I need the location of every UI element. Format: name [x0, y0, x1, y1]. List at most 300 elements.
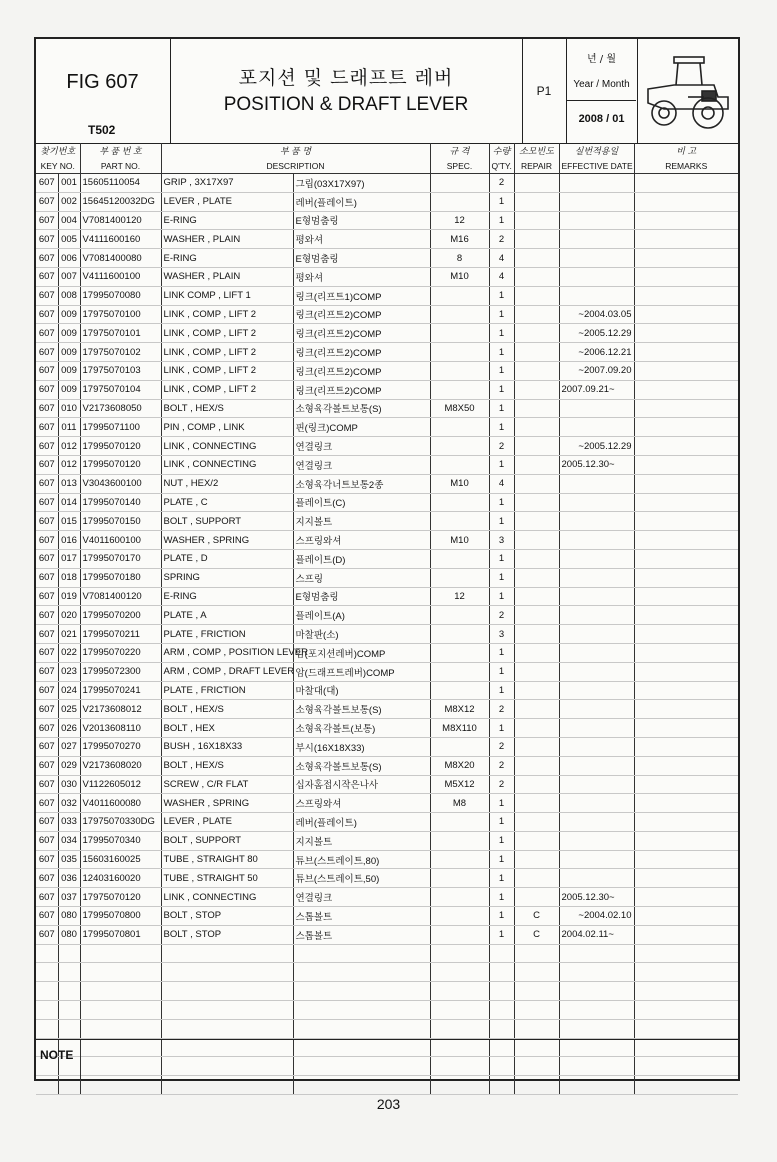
row-description: LINK , COMP , LIFT 2 — [161, 380, 293, 399]
row-effective-date — [559, 813, 634, 832]
row-key: 037 — [58, 888, 80, 907]
table-row — [36, 831, 738, 850]
row-qty: 1 — [489, 418, 514, 437]
row-qty: 2 — [489, 756, 514, 775]
row-qty: 1 — [489, 850, 514, 869]
row-remarks — [634, 606, 738, 625]
row-part-no: 17995070180 — [80, 568, 161, 587]
row-repair — [514, 324, 559, 343]
row-remarks — [634, 643, 738, 662]
row-spec: M5X12 — [430, 775, 489, 794]
note-label: NOTE — [40, 1048, 74, 1062]
row-korean-description: 지지볼트 — [293, 512, 430, 531]
row-korean-description: 연결링크 — [293, 888, 430, 907]
row-qty: 2 — [489, 174, 514, 193]
row-part-no: V3043600100 — [80, 474, 161, 493]
empty-cell — [430, 982, 489, 1001]
col-rem-ko: 비 고 — [676, 146, 697, 156]
row-korean-description: 평와셔 — [293, 267, 430, 286]
row-part-no: V4111600100 — [80, 267, 161, 286]
row-remarks — [634, 719, 738, 738]
row-korean-description: 스톱볼트 — [293, 925, 430, 944]
issue-date: 2008 / 01 — [578, 113, 625, 125]
row-remarks — [634, 211, 738, 230]
row-description: WASHER , PLAIN — [161, 230, 293, 249]
row-korean-description: 그립(03X17X97) — [293, 174, 430, 193]
row-korean-description: 튜브(스트레이트,50) — [293, 869, 430, 888]
row-key: 026 — [58, 719, 80, 738]
row-description: WASHER , SPRING — [161, 794, 293, 813]
empty-cell — [80, 1001, 161, 1020]
row-remarks — [634, 907, 738, 926]
row-qty: 1 — [489, 869, 514, 888]
row-fig: 607 — [36, 813, 58, 832]
row-qty: 1 — [489, 286, 514, 305]
row-qty: 4 — [489, 249, 514, 268]
row-korean-description: 평와셔 — [293, 230, 430, 249]
title-english: POSITION & DRAFT LEVER — [223, 94, 469, 115]
empty-cell — [293, 963, 430, 982]
row-effective-date — [559, 719, 634, 738]
table-row — [36, 230, 738, 249]
row-remarks — [634, 888, 738, 907]
row-korean-description: 플레이트(D) — [293, 549, 430, 568]
row-part-no: V4011600080 — [80, 794, 161, 813]
row-description: TUBE , STRAIGHT 50 — [161, 869, 293, 888]
row-fig: 607 — [36, 587, 58, 606]
row-repair — [514, 775, 559, 794]
row-key: 032 — [58, 794, 80, 813]
row-part-no: V2173608020 — [80, 756, 161, 775]
table-row — [36, 437, 738, 456]
row-part-no: 17995070120 — [80, 437, 161, 456]
row-qty: 1 — [489, 719, 514, 738]
empty-cell — [161, 963, 293, 982]
row-spec: M8X12 — [430, 700, 489, 719]
row-key: 010 — [58, 399, 80, 418]
row-spec: M8X110 — [430, 719, 489, 738]
row-korean-description: 튜브(스트레이트,80) — [293, 850, 430, 869]
empty-cell — [559, 1019, 634, 1038]
row-qty: 1 — [489, 192, 514, 211]
row-remarks — [634, 324, 738, 343]
table-row — [36, 869, 738, 888]
row-fig: 607 — [36, 324, 58, 343]
row-fig: 607 — [36, 756, 58, 775]
row-part-no: 17995070340 — [80, 831, 161, 850]
row-qty: 1 — [489, 568, 514, 587]
row-key: 033 — [58, 813, 80, 832]
row-effective-date: 2004.02.11~ — [559, 925, 634, 944]
row-part-no: 17995070080 — [80, 286, 161, 305]
row-repair — [514, 230, 559, 249]
row-korean-description: 소형육각볼트보통(S) — [293, 399, 430, 418]
row-key: 018 — [58, 568, 80, 587]
row-qty: 2 — [489, 230, 514, 249]
row-remarks — [634, 681, 738, 700]
row-qty: 1 — [489, 681, 514, 700]
row-part-no: 17975070104 — [80, 380, 161, 399]
row-key: 004 — [58, 211, 80, 230]
row-description: LINK , COMP , LIFT 2 — [161, 343, 293, 362]
row-effective-date — [559, 606, 634, 625]
row-spec — [430, 625, 489, 644]
row-fig: 607 — [36, 211, 58, 230]
row-korean-description: 링크(리프트1)COMP — [293, 286, 430, 305]
parts-list-sheet — [34, 37, 740, 1081]
row-spec — [430, 869, 489, 888]
empty-cell — [430, 1019, 489, 1038]
row-spec — [430, 418, 489, 437]
row-effective-date — [559, 192, 634, 211]
empty-cell — [559, 982, 634, 1001]
row-spec — [430, 813, 489, 832]
empty-cell — [514, 944, 559, 963]
row-repair — [514, 305, 559, 324]
row-part-no: 17995072300 — [80, 662, 161, 681]
row-description: E-RING — [161, 249, 293, 268]
row-repair — [514, 700, 559, 719]
row-fig: 607 — [36, 305, 58, 324]
row-repair — [514, 211, 559, 230]
row-effective-date: ~2004.03.05 — [559, 305, 634, 324]
row-repair — [514, 756, 559, 775]
row-effective-date — [559, 662, 634, 681]
table-row — [36, 587, 738, 606]
row-effective-date — [559, 267, 634, 286]
row-effective-date — [559, 794, 634, 813]
row-fig: 607 — [36, 737, 58, 756]
col-spec-en: SPEC. — [430, 158, 489, 174]
row-description: BOLT , HEX/S — [161, 700, 293, 719]
row-fig: 607 — [36, 794, 58, 813]
row-key: 025 — [58, 700, 80, 719]
row-part-no: V7081400080 — [80, 249, 161, 268]
row-key: 034 — [58, 831, 80, 850]
row-korean-description: 마찰대(대) — [293, 681, 430, 700]
row-effective-date — [559, 775, 634, 794]
empty-cell — [559, 1001, 634, 1020]
year-month-english: Year / Month — [573, 79, 630, 90]
row-description: E-RING — [161, 211, 293, 230]
row-korean-description: 마찰판(소) — [293, 625, 430, 644]
figure-number: FIG 607 — [66, 71, 139, 93]
row-effective-date — [559, 587, 634, 606]
row-spec — [430, 380, 489, 399]
row-repair — [514, 794, 559, 813]
row-key: 017 — [58, 549, 80, 568]
table-row — [36, 324, 738, 343]
row-effective-date — [559, 249, 634, 268]
empty-cell — [489, 1019, 514, 1038]
col-key-en: KEY NO. — [36, 158, 80, 174]
row-korean-description: 연결링크 — [293, 437, 430, 456]
title-cell — [171, 39, 523, 143]
row-fig: 607 — [36, 267, 58, 286]
table-row — [36, 850, 738, 869]
table-row — [36, 343, 738, 362]
row-effective-date — [559, 737, 634, 756]
row-remarks — [634, 531, 738, 550]
row-part-no: 17975070103 — [80, 361, 161, 380]
row-remarks — [634, 455, 738, 474]
row-fig: 607 — [36, 625, 58, 644]
row-part-no: 12403160020 — [80, 869, 161, 888]
table-row — [36, 737, 738, 756]
row-korean-description: 플레이트(A) — [293, 606, 430, 625]
row-spec — [430, 324, 489, 343]
row-repair — [514, 531, 559, 550]
row-remarks — [634, 493, 738, 512]
empty-cell — [80, 982, 161, 1001]
row-key: 007 — [58, 267, 80, 286]
row-effective-date — [559, 625, 634, 644]
row-spec — [430, 512, 489, 531]
row-remarks — [634, 380, 738, 399]
row-remarks — [634, 756, 738, 775]
row-description: WASHER , SPRING — [161, 531, 293, 550]
empty-cell — [36, 1001, 58, 1020]
table-row — [36, 925, 738, 944]
row-key: 009 — [58, 305, 80, 324]
row-qty: 1 — [489, 888, 514, 907]
row-spec — [430, 493, 489, 512]
row-repair — [514, 455, 559, 474]
empty-cell — [36, 1019, 58, 1038]
row-remarks — [634, 343, 738, 362]
row-part-no: V4011600100 — [80, 531, 161, 550]
row-part-no: 17975070102 — [80, 343, 161, 362]
row-effective-date — [559, 756, 634, 775]
page-cell — [523, 39, 567, 143]
row-spec: M10 — [430, 267, 489, 286]
row-spec — [430, 888, 489, 907]
row-qty: 1 — [489, 493, 514, 512]
row-korean-description: 스프링와셔 — [293, 531, 430, 550]
empty-cell — [430, 963, 489, 982]
row-effective-date — [559, 211, 634, 230]
row-qty: 3 — [489, 531, 514, 550]
row-remarks — [634, 549, 738, 568]
row-qty: 1 — [489, 925, 514, 944]
row-fig: 607 — [36, 568, 58, 587]
row-repair — [514, 681, 559, 700]
empty-cell — [80, 944, 161, 963]
row-key: 027 — [58, 737, 80, 756]
row-spec: M10 — [430, 474, 489, 493]
row-spec: M16 — [430, 230, 489, 249]
row-korean-description: 십자홈접시작은나사 — [293, 775, 430, 794]
row-remarks — [634, 174, 738, 193]
row-effective-date — [559, 531, 634, 550]
col-desc-ko: 부 품 명 — [161, 143, 430, 158]
row-remarks — [634, 700, 738, 719]
col-part-en: PART NO. — [80, 158, 161, 174]
row-effective-date — [559, 493, 634, 512]
row-remarks — [634, 587, 738, 606]
row-key: 080 — [58, 907, 80, 926]
table-row — [36, 681, 738, 700]
row-effective-date — [559, 700, 634, 719]
row-effective-date — [559, 174, 634, 193]
empty-cell — [514, 1019, 559, 1038]
row-fig: 607 — [36, 775, 58, 794]
empty-row — [36, 982, 738, 1001]
row-spec: 12 — [430, 211, 489, 230]
row-part-no: 17975070120 — [80, 888, 161, 907]
row-key: 029 — [58, 756, 80, 775]
row-qty: 1 — [489, 794, 514, 813]
empty-cell — [293, 1001, 430, 1020]
row-spec — [430, 568, 489, 587]
row-qty: 2 — [489, 606, 514, 625]
row-qty: 1 — [489, 549, 514, 568]
row-qty: 1 — [489, 399, 514, 418]
row-effective-date: ~2005.12.29 — [559, 324, 634, 343]
row-description: BOLT , HEX/S — [161, 756, 293, 775]
empty-cell — [36, 982, 58, 1001]
row-remarks — [634, 230, 738, 249]
row-description: NUT , HEX/2 — [161, 474, 293, 493]
row-spec — [430, 831, 489, 850]
row-fig: 607 — [36, 418, 58, 437]
row-effective-date — [559, 399, 634, 418]
empty-cell — [293, 1019, 430, 1038]
row-effective-date — [559, 230, 634, 249]
table-row — [36, 174, 738, 193]
row-description: PLATE , A — [161, 606, 293, 625]
row-spec — [430, 643, 489, 662]
row-spec — [430, 361, 489, 380]
row-repair — [514, 174, 559, 193]
row-description: ARM , COMP , POSITION LEVER — [161, 643, 293, 662]
header-row-english — [36, 158, 738, 174]
row-effective-date — [559, 568, 634, 587]
row-spec — [430, 662, 489, 681]
row-repair — [514, 192, 559, 211]
row-qty: 2 — [489, 437, 514, 456]
header-row-korean — [36, 143, 738, 158]
row-effective-date — [559, 831, 634, 850]
col-qty-en: Q'TY. — [489, 158, 514, 174]
empty-cell — [36, 963, 58, 982]
row-qty: 2 — [489, 737, 514, 756]
row-key: 009 — [58, 324, 80, 343]
row-qty: 1 — [489, 343, 514, 362]
row-key: 006 — [58, 249, 80, 268]
row-key: 009 — [58, 343, 80, 362]
row-qty: 1 — [489, 455, 514, 474]
row-part-no: V2173608012 — [80, 700, 161, 719]
row-fig: 607 — [36, 888, 58, 907]
row-fig: 607 — [36, 437, 58, 456]
row-effective-date: ~2007.09.20 — [559, 361, 634, 380]
table-row — [36, 305, 738, 324]
empty-cell — [161, 1001, 293, 1020]
col-part-ko: 부 품 번 호 — [80, 143, 161, 158]
row-fig: 607 — [36, 474, 58, 493]
row-description: PIN , COMP , LINK — [161, 418, 293, 437]
row-korean-description: 부시(16X18X33) — [293, 737, 430, 756]
row-remarks — [634, 192, 738, 211]
table-row — [36, 813, 738, 832]
row-remarks — [634, 813, 738, 832]
row-qty: 1 — [489, 831, 514, 850]
row-fig: 607 — [36, 399, 58, 418]
row-key: 024 — [58, 681, 80, 700]
table-row — [36, 361, 738, 380]
row-repair — [514, 418, 559, 437]
col-rem-en: REMARKS — [634, 158, 738, 174]
empty-cell — [430, 944, 489, 963]
row-spec — [430, 174, 489, 193]
row-part-no: 17975070100 — [80, 305, 161, 324]
row-spec — [430, 681, 489, 700]
row-fig: 607 — [36, 681, 58, 700]
row-spec: M8X50 — [430, 399, 489, 418]
row-korean-description: E형멈춤링 — [293, 249, 430, 268]
year-month-korean: 년 / 월 — [586, 54, 617, 65]
row-repair — [514, 549, 559, 568]
empty-row — [36, 1019, 738, 1038]
row-part-no: 17995070120 — [80, 455, 161, 474]
row-key: 080 — [58, 925, 80, 944]
row-key: 019 — [58, 587, 80, 606]
row-description: BOLT , HEX — [161, 719, 293, 738]
row-part-no: 15603160025 — [80, 850, 161, 869]
row-fig: 607 — [36, 286, 58, 305]
row-spec: M8 — [430, 794, 489, 813]
empty-cell — [58, 963, 80, 982]
row-remarks — [634, 794, 738, 813]
row-qty: 1 — [489, 305, 514, 324]
table-row — [36, 286, 738, 305]
col-qty-ko: 수량 — [489, 143, 514, 158]
page-code: P1 — [536, 84, 552, 98]
row-effective-date — [559, 549, 634, 568]
row-key: 022 — [58, 643, 80, 662]
row-repair — [514, 662, 559, 681]
row-remarks — [634, 850, 738, 869]
table-row — [36, 700, 738, 719]
row-key: 035 — [58, 850, 80, 869]
row-repair — [514, 831, 559, 850]
row-effective-date: ~2004.02.10 — [559, 907, 634, 926]
row-part-no: 17995070150 — [80, 512, 161, 531]
row-remarks — [634, 568, 738, 587]
empty-cell — [36, 944, 58, 963]
row-korean-description: 스프링 — [293, 568, 430, 587]
row-spec: M10 — [430, 531, 489, 550]
row-remarks — [634, 418, 738, 437]
row-remarks — [634, 869, 738, 888]
row-fig: 607 — [36, 531, 58, 550]
parts-table — [36, 143, 738, 1095]
row-fig: 607 — [36, 869, 58, 888]
row-key: 005 — [58, 230, 80, 249]
table-row — [36, 643, 738, 662]
row-repair — [514, 850, 559, 869]
row-remarks — [634, 399, 738, 418]
table-row — [36, 418, 738, 437]
row-repair — [514, 380, 559, 399]
model-code: T502 — [88, 123, 116, 137]
row-korean-description: 연결링크 — [293, 455, 430, 474]
row-repair — [514, 737, 559, 756]
row-effective-date — [559, 286, 634, 305]
row-qty: 1 — [489, 907, 514, 926]
empty-row — [36, 1001, 738, 1020]
